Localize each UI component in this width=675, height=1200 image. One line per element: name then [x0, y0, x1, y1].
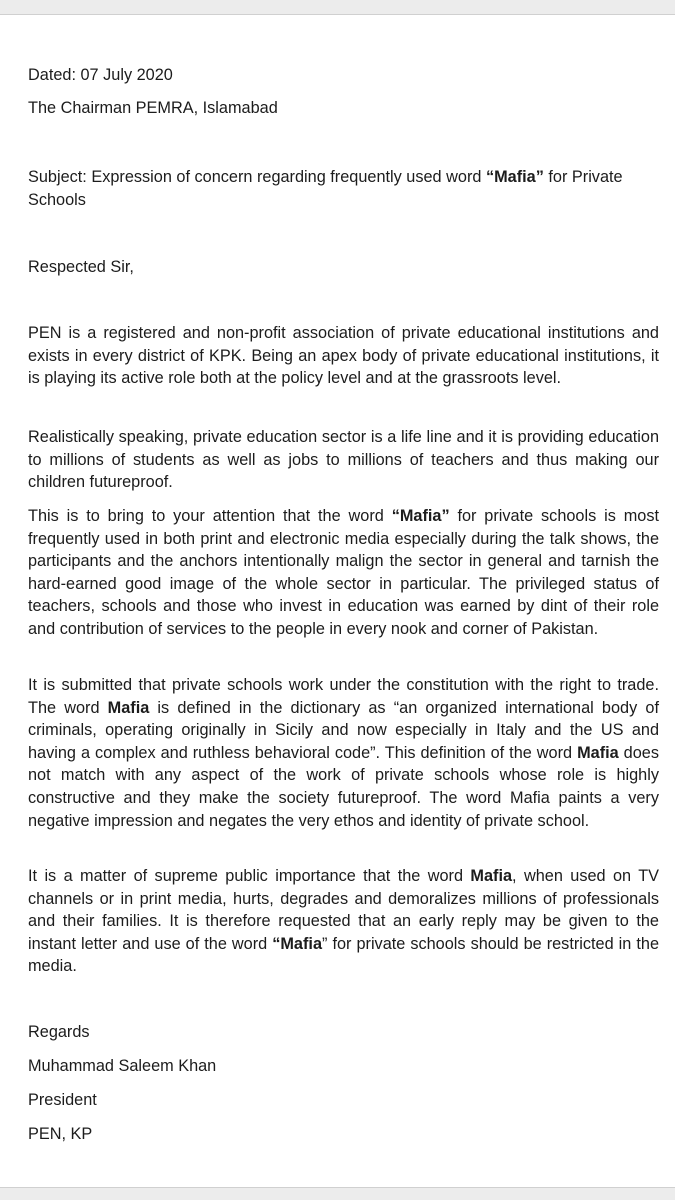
signatory-name: Muhammad Saleem Khan: [28, 1057, 217, 1075]
text-run: PEN is a registered and non-profit association of private educational institutions and exists in every district of KPK. Being an apex body of private educational institutions, it is playing its active role both at the policy level and at the grassroots level.: [28, 324, 659, 388]
letter-salutation: Respected Sir,: [28, 258, 134, 276]
paragraph-2: [28, 426, 659, 494]
letter-closing: Regards: [28, 1023, 90, 1041]
bold-text-run: “Mafia”: [485, 168, 544, 186]
text-run: Subject: Expression of concern regarding frequently used word: [28, 168, 486, 186]
text-run: Realistically speaking, private education sector is a life line and it is providing education to millions of students as well as jobs to millions of teachers and thus making our children futureproof.: [28, 428, 659, 492]
text-run: It is a matter of supreme public importance that the word: [28, 867, 471, 885]
text-run: is defined in the dictionary as “an organized international body of criminals, operating originally in Sicily and now especially in Italy and the US and having a complex and ruthless behavioral code”. This definition of the word: [28, 698, 659, 762]
text-run: for private schools is most frequently used in both print and electronic media especially during the talk shows, the participants and the anchors intentionally malign the sector in general and tarnish the hard-earned good image of the whole sector in particular. The privileged status of teachers, schools and those who invest in education was earned by dint of their role and contribution of services to the people in every nook and corner of Pakistan.: [28, 507, 659, 638]
bold-text-run: “Mafia”: [391, 507, 450, 525]
text-run: for Private Schools: [28, 168, 623, 209]
paragraph-3: [28, 505, 659, 641]
text-run: does not match with any aspect of the work of private schools whose role is highly constructive and they make the society futureproof. The word Mafia paints a very negative impression and negates the very ethos and identity of private school.: [28, 743, 659, 830]
paragraph-4: [28, 674, 659, 832]
signatory-org: PEN, KP: [28, 1125, 93, 1143]
letter-addressee: The Chairman PEMRA, Islamabad: [28, 99, 278, 117]
text-run: It is submitted that private schools work under the constitution with the right to trade. The word: [28, 676, 659, 717]
signatory-title: President: [28, 1091, 97, 1109]
text-run: , when used on TV channels or in print media, hurts, degrades and demoralizes millions of professionals and their families. It is therefore requested that an early reply may be given to the instant letter and use of the word: [28, 867, 659, 953]
bold-text-run: Mafia: [470, 867, 513, 885]
bold-text-run: “Mafia: [272, 934, 322, 953]
paragraph-5: [28, 865, 659, 978]
text-run: ” for private schools should be restricted in the media.: [28, 934, 660, 976]
paragraph-1: [28, 322, 659, 390]
text-run: This is to bring to your attention that the word: [28, 507, 392, 525]
letter-subject: [28, 166, 648, 211]
bold-text-run: Mafia: [577, 743, 619, 762]
letter-date: Dated: 07 July 2020: [28, 66, 173, 84]
bold-text-run: Mafia: [107, 698, 150, 717]
letter-page: [0, 14, 675, 1188]
